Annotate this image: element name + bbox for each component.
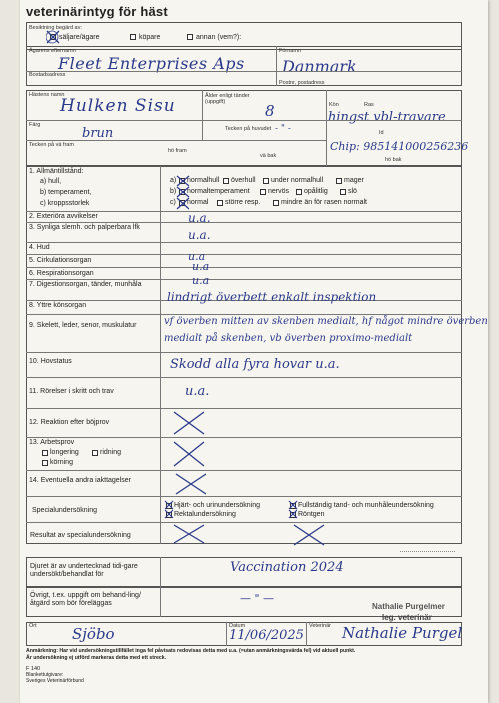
- section-2-label: 2. Exteriöra avvikelser: [29, 213, 98, 220]
- section-9-label: 9. Skelett, leder, senor, muskulatur: [29, 322, 137, 329]
- option-longering: longering: [50, 449, 79, 456]
- section-8-value: lindrigt överbett enkalt inspektion: [167, 290, 377, 304]
- section-13-label: 13. Arbetsprov: [29, 439, 75, 446]
- footer-note-2: Är undersökning ej utförd markeras detta med ett streck.: [26, 655, 167, 661]
- row-b-prefix: b): [170, 188, 177, 195]
- other-label: Övrigt, t.ex. uppgift om behand-ling/åtgärd som bör föreläggas: [30, 592, 141, 607]
- vet-stamp-title: leg. veterinär: [382, 613, 432, 622]
- option-overhull: överhull: [231, 177, 256, 184]
- date-value: 11/06/2025: [229, 628, 304, 643]
- horse-age-label: Ålder enligt tänder (uppgift): [205, 93, 250, 105]
- section-2-value: u.a.: [188, 211, 211, 225]
- checkbox-under-normalhull[interactable]: [263, 178, 269, 184]
- option-nervos: nervös: [268, 188, 290, 195]
- horse-name-label: Hästens namn: [29, 92, 65, 98]
- horse-head-marks-value: - " -: [275, 124, 291, 134]
- date-label: Datum: [229, 623, 246, 629]
- option-korning: körning: [50, 459, 73, 466]
- section-9-value-line2: medialt på skenben, vb överben proximo-medialt: [164, 333, 413, 344]
- section-5-value: u.a: [188, 250, 206, 263]
- special-exam-label: Specialundersökning: [32, 507, 97, 514]
- special-result-label: Resultat av specialundersökning: [30, 532, 131, 539]
- section-11-value: u.a.: [185, 384, 210, 399]
- section-11-label: 11. Rörelser i skritt och trav: [29, 388, 114, 395]
- option-normal-size: normal: [187, 199, 209, 206]
- declaration-value: Vaccination 2024: [230, 560, 344, 575]
- checkbox-longering[interactable]: [42, 450, 48, 456]
- section-8-label: 8. Yttre könsorgan: [29, 302, 87, 309]
- checkbox-opalitlig[interactable]: [296, 189, 302, 195]
- owner-first-name-value: Danmark: [282, 57, 357, 76]
- option-normalhull: normalhull: [187, 177, 220, 184]
- section-9-value-line1: vf överben mitten av skenben medialt, hf något mindre överben: [164, 316, 488, 327]
- option-xray: Röntgen: [298, 511, 325, 518]
- section-10-value: Skodd alla fyra hovar u.a.: [170, 357, 340, 372]
- horse-color-label: Färg: [29, 122, 41, 128]
- section-14-label: 14. Eventuella andra iakttagelser: [29, 477, 131, 484]
- section-6-value: u.a: [192, 260, 210, 273]
- form-title: veterinärintyg för häst: [26, 4, 168, 19]
- horse-sex-label: Kön: [329, 102, 339, 108]
- option-mager: mager: [344, 177, 364, 184]
- section-1a-label: a) hull,: [40, 178, 62, 185]
- option-rectal: Rektalundersökning: [174, 511, 236, 518]
- other-value: — " —: [240, 592, 275, 605]
- right-front-label: hö fram: [168, 148, 187, 154]
- vet-stamp-name: Nathalie Purgelmer: [372, 602, 445, 611]
- horse-color-value: brun: [82, 126, 114, 141]
- horse-id-value: Chip: 985141000256236: [330, 140, 469, 153]
- horse-name-value: Hulken Sisu: [60, 96, 176, 116]
- option-normaltemperament: normaltemperament: [187, 188, 250, 195]
- option-ridning: ridning: [100, 449, 122, 456]
- certificate-sheet: [20, 0, 488, 703]
- section-1b-label: b) temperament,: [40, 189, 92, 196]
- checkbox-overhull[interactable]: [223, 178, 229, 184]
- owner-first-name-label: Förnamn: [279, 48, 302, 54]
- option-seller: säljare/ägare: [59, 34, 100, 41]
- horse-age-value: 8: [265, 102, 275, 120]
- option-smaller: mindre än för rasen normalt: [281, 199, 367, 206]
- section-13-strike: [170, 440, 210, 468]
- section-5-label: 5. Cirkulationsorgan: [29, 257, 92, 264]
- form-publisher-label: Blankettutgivare:: [26, 672, 64, 678]
- form-number: F 140: [26, 666, 41, 672]
- section-1-label: 1. Allmäntillstånd:: [29, 168, 84, 175]
- option-opalitlig: opålitlig: [304, 188, 328, 195]
- horse-breed-label: Ras: [364, 102, 374, 108]
- form-publisher: Sveriges Veterinärförbund: [26, 678, 84, 684]
- checkbox-korning[interactable]: [42, 460, 48, 466]
- checkbox-larger[interactable]: [217, 200, 223, 206]
- option-buyer: köpare: [139, 34, 161, 41]
- row-a-prefix: a): [170, 177, 177, 184]
- special-result-strike-2: [290, 523, 330, 547]
- left-hind-label: vä bak: [260, 153, 277, 159]
- place-value: Sjöbo: [72, 625, 115, 643]
- option-larger: större resp.: [225, 199, 261, 206]
- checkbox-mager[interactable]: [336, 178, 342, 184]
- option-dental: Fullständig tand- och munhåleundersökning: [298, 502, 434, 509]
- section-1c-label: c) kroppsstorlek: [40, 200, 90, 207]
- place-label: Ort: [29, 623, 37, 629]
- section-12-label: 12. Reaktion efter böjprov: [29, 419, 110, 426]
- section-12-strike: [170, 410, 210, 436]
- horse-id-label: Id: [379, 130, 384, 136]
- section-10-label: 10. Hovstatus: [29, 358, 72, 365]
- declaration-label: Djuret är av undertecknad tidi-gare undersökt/behandlat för: [30, 563, 138, 578]
- check-marks-general: [175, 173, 191, 211]
- owner-last-name-label: Ägarens efternamn: [29, 48, 76, 54]
- left-front-label: Tecken på vä fram: [29, 142, 74, 148]
- section-7-label: 7. Digestionsorgan, tänder, munhåla: [29, 281, 142, 288]
- checkbox-nervos[interactable]: [260, 189, 266, 195]
- section-6-label: 6. Respirationsorgan: [29, 270, 94, 277]
- vet-signature: Nathalie Purgel: [342, 624, 463, 642]
- checkbox-ridning[interactable]: [92, 450, 98, 456]
- footer-note-1: Anmärkning: Har vid undersökningstillfället inga fel påvisats redovisas detta med u.a. (=utan anmärkningsvärda fel) vid aktuell punkt.: [26, 648, 356, 654]
- section-7-value: u.a: [192, 274, 210, 287]
- checkbox-smaller[interactable]: [273, 200, 279, 206]
- owner-last-name-value: Fleet Enterprises Aps: [58, 54, 245, 73]
- owner-postal-label: Postnr, postadress: [279, 80, 325, 86]
- checkbox-slo[interactable]: [340, 189, 346, 195]
- seller-check-mark: [46, 30, 60, 44]
- section-4-label: 4. Hud: [29, 244, 50, 251]
- checkbox-other[interactable]: [187, 34, 193, 40]
- vet-label: Veterinär: [309, 623, 332, 629]
- option-other: annan (vem?):: [196, 34, 242, 41]
- section-3-label: 3. Synliga slemh. och palperbara lfk: [29, 224, 140, 231]
- option-under-normalhull: under normalhull: [271, 177, 324, 184]
- requested-by-label: Besiktning begärd av:: [29, 25, 82, 31]
- row-c-prefix: c): [170, 199, 176, 206]
- checkbox-buyer[interactable]: [130, 34, 136, 40]
- right-hind-label: hö bak: [385, 157, 402, 163]
- special-exam-check-marks: [163, 499, 299, 521]
- section-14-strike: [172, 472, 212, 496]
- section-3-value: u.a.: [188, 228, 211, 242]
- horse-head-marks-label: Tecken på huvudet: [225, 126, 272, 132]
- option-heart-urine: Hjärt- och urinundersökning: [174, 502, 260, 509]
- special-result-strike-1: [170, 523, 210, 545]
- option-slo: slö: [348, 188, 357, 195]
- owner-address-label: Bostadsadress: [29, 72, 66, 78]
- horse-breed-value: hingst vbl-travare: [328, 110, 446, 125]
